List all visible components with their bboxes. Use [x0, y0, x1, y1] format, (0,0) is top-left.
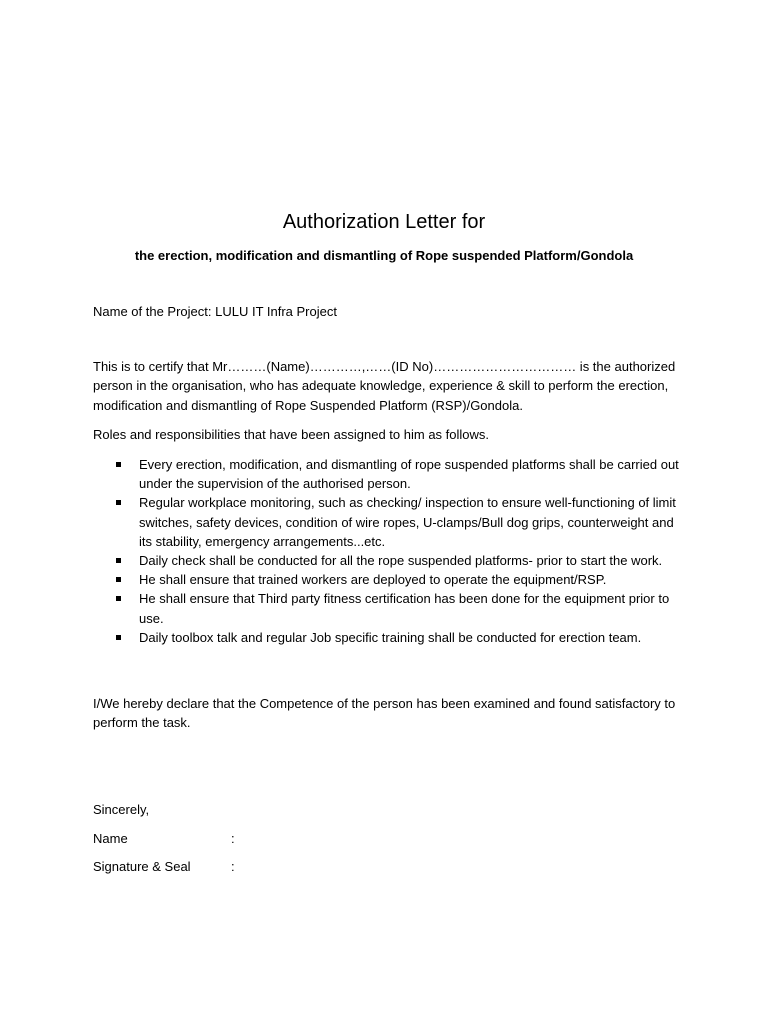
roles-intro: Roles and responsibilities that have been assigned to him as follows.	[93, 427, 490, 442]
list-item-text: Regular workplace monitoring, such as checking/ inspection to ensure well-functioning of limit switches, safety devices, condition of wire ropes, U-clamps/Bull dog grips, counterweight and its stability, emergency arrangements...etc.	[139, 495, 676, 549]
list-item	[93, 589, 683, 627]
square-bullet-icon	[116, 462, 121, 467]
letter-subtitle: the erection, modification and dismantling of Rope suspended Platform/Gondola	[134, 248, 634, 263]
list-item	[93, 493, 683, 551]
square-bullet-icon	[116, 596, 121, 601]
responsibilities-list	[93, 455, 683, 647]
list-item-text: Every erection, modification, and dismantling of rope suspended platforms shall be carried out under the supervision of the authorised person.	[139, 457, 679, 492]
list-item	[93, 570, 683, 589]
square-bullet-icon	[116, 635, 121, 640]
square-bullet-icon	[116, 500, 121, 505]
declaration-paragraph: I/We hereby declare that the Competence of the person has been examined and found satisfactory to perform the task.	[93, 696, 676, 731]
list-item	[93, 551, 683, 570]
signature-field-row	[93, 857, 393, 876]
name-label: Name	[93, 831, 128, 846]
project-name-line: Name of the Project: LULU IT Infra Project	[93, 304, 337, 319]
certify-paragraph: This is to certify that Mr………(Name)…………,……(ID No)…………………………… is the authorized person in the organisation, who has adequate knowledge, experience & skill to perform the erection, modification and dismantling of Rope Suspended Platform (RSP)/Gondola.	[93, 359, 676, 413]
list-item-text: Daily check shall be conducted for all the rope suspended platforms- prior to start the work.	[139, 553, 663, 569]
list-item	[93, 455, 683, 493]
letter-title: Authorization Letter for	[282, 211, 486, 233]
closing-salutation: Sincerely,	[93, 802, 150, 817]
list-item-text: He shall ensure that trained workers are deployed to operate the equipment/RSP.	[139, 572, 607, 588]
name-colon: :	[231, 831, 235, 846]
square-bullet-icon	[116, 558, 121, 563]
list-item-text: Daily toolbox talk and regular Job specific training shall be conducted for erection team.	[139, 629, 642, 645]
signature-label: Signature & Seal	[93, 859, 191, 874]
square-bullet-icon	[116, 577, 121, 582]
list-item	[93, 628, 683, 647]
name-field-row	[93, 829, 393, 848]
list-item-text: He shall ensure that Third party fitness certification has been done for the equipment prior to use.	[139, 591, 670, 626]
signature-colon: :	[231, 859, 235, 874]
